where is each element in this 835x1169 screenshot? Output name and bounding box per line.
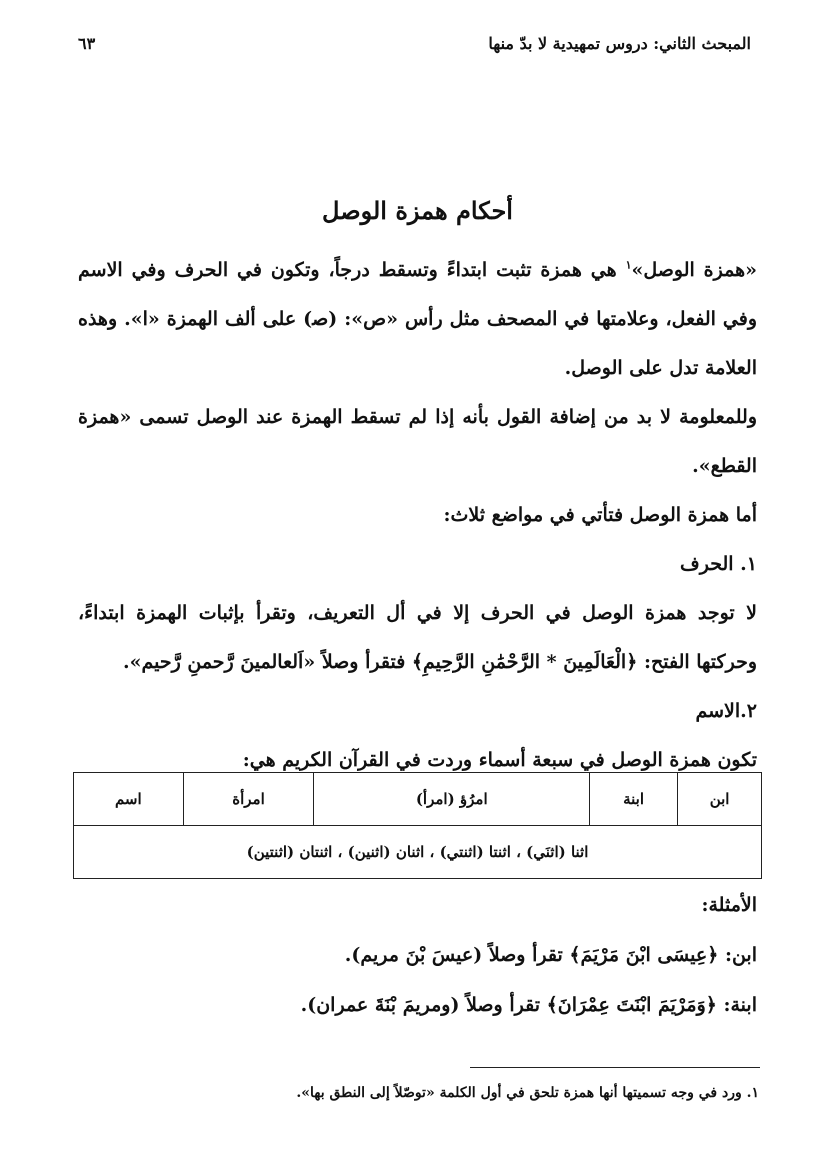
table-cell: ابن xyxy=(678,773,762,826)
examples-section xyxy=(78,880,757,1030)
paragraph-ism: تكون همزة الوصل في سبعة أسماء وردت في القرآن الكريم هي: xyxy=(242,749,757,771)
paragraph-qat: وللمعلومة لا بد من إضافة القول بأنه إذا لم تسقط الهمزة عند الوصل تسمى «همزة القطع». xyxy=(78,406,757,477)
paragraph-positions: أما همزة الوصل فتأتي في مواضع ثلاث: xyxy=(443,504,757,526)
footnote-ref[interactable]: ١ xyxy=(625,258,632,272)
examples-heading: الأمثلة: xyxy=(701,894,757,916)
table-row xyxy=(74,826,762,879)
paragraph-harf: لا توجد همزة الوصل في الحرف إلا في أل التعريف، وتقرأ بإثبات الهمزة ابتداءً، وحركتها الفتح: ﴿الْعَالَمِينَ * الرَّحْمَٰنِ الرَّحِيمِ﴾ فتقرأ وصلاً «اَلعالمينَ رَّحمنِ رَّحيم». xyxy=(78,602,757,673)
example-item: ابنة: ﴿وَمَرْيَمَ ابْنَتَ عِمْرَانَ﴾ تقرأ وصلاً (ومريمَ بْنَةَ عمران). xyxy=(300,994,757,1016)
table-cell: اثنا (اثنَي) ، اثنتا (اثنتي) ، اثنان (اثنين) ، اثنتان (اثنتين) xyxy=(74,826,762,879)
example-item: ابن: ﴿عِيسَى ابْنَ مَرْيَمَ﴾ تقرأ وصلاً (عيسَ بْنَ مريم). xyxy=(344,944,757,966)
page-number: ٦٣ xyxy=(78,34,96,53)
running-header xyxy=(78,34,751,53)
footnote-divider xyxy=(470,1067,760,1068)
footnote: ١. ورد في وجه تسميتها أنها همزة تلحق في أول الكلمة «توصّلاً إلى النطق بها». xyxy=(296,1085,759,1101)
nouns-table xyxy=(73,772,762,879)
table-row xyxy=(74,773,762,826)
subheading-harf: ١. الحرف xyxy=(680,553,757,575)
table-cell: اسم xyxy=(74,773,184,826)
paragraph-definition: «همزة الوصل»$^١$ هي همزة تثبت ابتداءً وتسقط درجاً، وتكون في الحرف وفي الاسم وفي الفعل، وعلامتها في المصحف مثل رأس «ص»: (ﺻ) على ألف الهمزة «ا». وهذه العلامة تدل على الوصل. xyxy=(78,258,757,379)
section-title: أحكام همزة الوصل xyxy=(322,196,513,225)
header-title: المبحث الثاني: دروس تمهيدية لا بدّ منها xyxy=(488,34,751,53)
table-cell: امرُؤ (امرأ) xyxy=(314,773,590,826)
subheading-ism: ٢.الاسم xyxy=(695,700,757,722)
table-cell: ابنة xyxy=(590,773,678,826)
table-cell: امرأة xyxy=(183,773,314,826)
body-text xyxy=(78,246,757,785)
